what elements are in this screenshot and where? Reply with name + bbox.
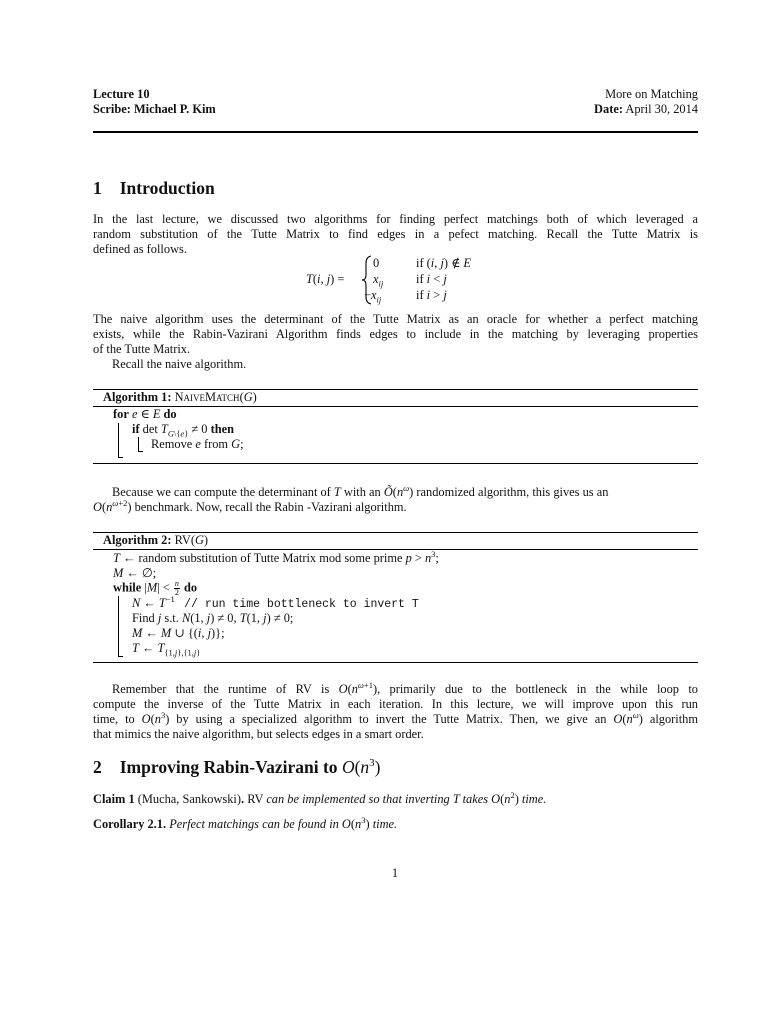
algorithm-2-line-7: T ← $T_{\{1,j\},\{1,j\}}$ — [132, 641, 201, 658]
naive-vs-rv-paragraph: The naive algorithm uses the determinant of the Tutte Matrix as an oracle for whether a perfect matching exists, while the Rabin-Vazirani Algorithm finds edges to include in the matching by leveraging properties of the Tutte Matrix. — [93, 312, 698, 356]
algorithm-2-line-1: T ← random substitution of Tutte Matrix mod some prime $p > n^3$; — [113, 548, 439, 565]
section-1-heading: 1 Introduction — [93, 178, 215, 198]
case-condition-3: if i > j — [416, 288, 447, 302]
runtime-paragraph: Remember that the runtime of RV is $O(n^{\omega+1})$, primarily due to the bottleneck in the while loop to compute the inverse of the Tutte Matrix in each iteration. In this lecture, we will improve upon this run time, to $O(n^3)$ by using a specialized algorithm to invert the Tutte Matrix. Then, we give an $O(n^\omega)$ algorithm that mimics the naive algorithm, but selects edges in a smart order. — [93, 679, 698, 741]
lecture-number: Lecture 10 — [93, 87, 150, 101]
header-rule — [93, 131, 698, 133]
case-condition-1: if (i, j) ∉ E — [416, 256, 471, 270]
determinant-paragraph: Because we can compute the determinant of T with an $Õ(n^\omega)$ randomized algorithm, this gives us an $O(n^{\omega+2})$ benchmark. Now, recall the Rabin -Vazirani algorithm. — [93, 482, 609, 514]
algorithm-2-line-6: M ← M ∪ {(i, j)}; — [132, 626, 225, 640]
page-number: 1 — [391, 866, 399, 880]
case-condition-2: if i < j — [416, 272, 447, 286]
while-block-bar — [118, 596, 119, 656]
intro-paragraph: In the last lecture, we discussed two algorithms for finding perfect matchings both of which leveraged a random substitution of the Tutte Matrix to find edges in a pefect matching. Recall the Tutte Matrix is defined as follows. — [93, 212, 698, 256]
claim-1: Claim 1 (Mucha, Sankowski). RV can be implemented so that inverting T takes $O(n^2)$ time. — [93, 789, 547, 806]
algorithm-2-comment: // run time bottleneck to invert T — [184, 598, 419, 611]
equation-lhs: T(i, j) = — [306, 272, 345, 286]
algorithm-2-line-2: M ← ∅; — [113, 566, 157, 580]
algorithm-2-caption: Algorithm 2: RV(G) — [103, 533, 209, 547]
algorithm-2-caption-rule — [93, 549, 698, 550]
tutte-matrix-equation — [0, 253, 768, 305]
algorithm-1-caption-rule — [93, 406, 698, 407]
algorithm-1-line-3: Remove e from G; — [151, 437, 244, 451]
recall-naive-text: Recall the naive algorithm. — [112, 357, 247, 371]
while-block-foot — [118, 656, 123, 657]
case-value-3: $-x_{ij}$ — [364, 288, 382, 305]
scribe-name: Scribe: Michael P. Kim — [93, 102, 216, 116]
if-block-bar — [138, 437, 139, 451]
lecture-date: Date: April 30, 2014 — [594, 102, 698, 116]
case-value-1: 0 — [373, 256, 380, 270]
algorithm-1-line-1: for e ∈ E do — [113, 407, 177, 421]
algorithm-2-line-5: Find j s.t. N(1, j) ≠ 0, T(1, j) ≠ 0; — [132, 611, 294, 625]
algorithm-1-bottom-rule — [93, 463, 698, 464]
lecture-topic: More on Matching — [605, 87, 698, 101]
for-block-bar — [118, 423, 119, 457]
for-block-foot — [118, 457, 123, 458]
algorithm-2-line-3: while |M| < $\frac{n}{2}$ do — [113, 579, 198, 597]
algorithm-1-line-2: if $\det T_{G\backslash\{e\}} \ne 0$ then — [132, 422, 235, 439]
algorithm-2-bottom-rule — [93, 662, 698, 663]
algorithm-2-line-4: N ← $T^{-1}$ // run time bottleneck to invert T — [132, 593, 419, 611]
section-2-heading: 2 Improving Rabin-Vazirani to $O(n^3)$ — [93, 757, 381, 777]
algorithm-1-caption: Algorithm 1: NaiveMatch(G) — [103, 390, 257, 404]
corollary-2-1: Corollary 2.1. Perfect matchings can be found in $O(n^3)$ time. — [93, 814, 398, 831]
if-block-foot — [138, 451, 143, 452]
case-value-2: $x_{ij}$ — [373, 272, 384, 289]
